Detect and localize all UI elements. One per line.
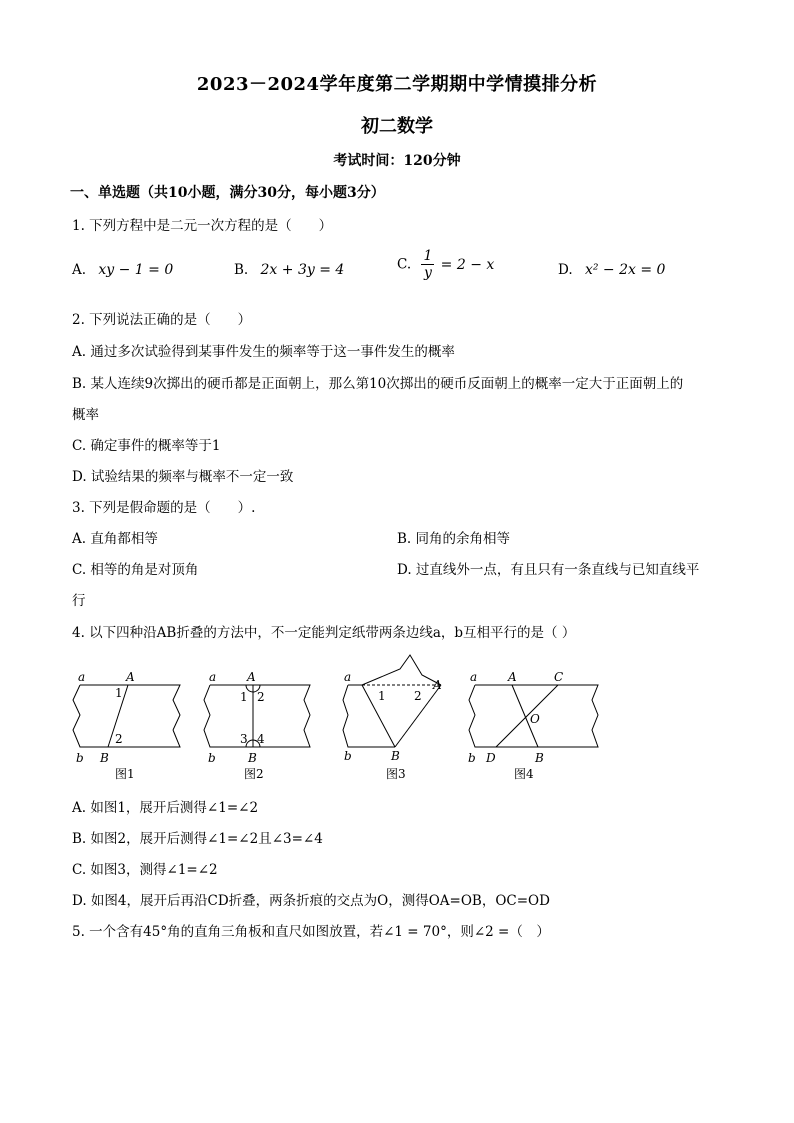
fig3-label-a: a — [344, 670, 352, 684]
q1-option-c — [397, 248, 494, 281]
q2-stem: 2. 下列说法正确的是（ ） — [72, 312, 252, 328]
q2-option-c: C. 确定事件的概率等于1 — [72, 438, 221, 454]
fig4-label-C: C — [554, 670, 564, 684]
q3-option-c: C. 相等的角是对顶角 — [72, 562, 199, 578]
fig3-label-A: A — [433, 678, 442, 692]
figure-3 — [343, 655, 441, 747]
q3-option-d-line2: 行 — [72, 593, 86, 609]
q4-option-b: B. 如图2，展开后测得∠1=∠2且∠3=∠4 — [72, 831, 323, 847]
fig3-angle-2: 2 — [414, 689, 422, 703]
fig4-label-a: a — [470, 670, 478, 684]
section-heading: 一、单选题（共10小题，满分30分，每小题3分） — [70, 185, 385, 201]
subject-title: 初二数学 — [361, 116, 433, 137]
q2-option-d: D. 试验结果的频率与概率不一定一致 — [72, 469, 294, 485]
exam-time: 考试时间：120分钟 — [333, 153, 461, 169]
fig1-angle-2: 2 — [115, 732, 123, 746]
q3-stem: 3. 下列是假命题的是（ ）. — [72, 500, 256, 516]
q4-figures — [60, 645, 620, 785]
q1-d-label: D. — [558, 262, 573, 278]
fig4-label-O: O — [530, 712, 540, 726]
q2-option-a: A. 通过多次试验得到某事件发生的频率等于这一事件发生的概率 — [72, 344, 455, 360]
q4-option-c: C. 如图3，测得∠1=∠2 — [72, 862, 218, 878]
fig2-angle-3: 3 — [240, 732, 248, 746]
fig4-label-A: A — [508, 670, 517, 684]
q1-c-numerator: 1 — [423, 248, 433, 264]
q5-stem: 5. 一个含有45°角的直角三角板和直尺如图放置，若∠1 = 70°，则∠2 =（ ） — [72, 924, 550, 940]
fig1-caption: 图1 — [115, 767, 135, 781]
fig2-angle-1: 1 — [240, 690, 248, 704]
q4-option-d: D. 如图4，展开后再沿CD折叠，两条折痕的交点为O，测得OA=OB，OC=OD — [72, 893, 550, 909]
q4-option-a: A. 如图1，展开后测得∠1=∠2 — [72, 800, 259, 816]
q3-option-b: B. 同角的余角相等 — [397, 531, 511, 547]
fig2-caption: 图2 — [244, 767, 264, 781]
q1-c-fraction — [421, 248, 434, 281]
q1-c-denominator: y — [423, 265, 432, 281]
q1-option-a — [72, 262, 173, 278]
q1-option-b — [234, 262, 344, 278]
fig2-label-a: a — [209, 670, 217, 684]
q1-b-expr: 2x + 3y = 4 — [260, 262, 345, 278]
q1-d-expr: x² − 2x = 0 — [584, 262, 666, 278]
fig2-label-B: B — [248, 751, 257, 765]
q3-option-d-line1: D. 过直线外一点，有且只有一条直线与已知直线平 — [397, 562, 700, 578]
document-title: 2023－2024学年度第二学期期中学情摸排分析 — [196, 74, 598, 95]
fig1-label-A: A — [126, 670, 135, 684]
q1-option-d — [558, 262, 665, 278]
fig4-label-b: b — [468, 751, 476, 765]
q1-c-label: C. — [397, 256, 412, 273]
fig4-label-D: D — [486, 751, 496, 765]
fig3-angle-1: 1 — [378, 689, 386, 703]
fig1-label-a: a — [78, 670, 86, 684]
fig2-angle-2: 2 — [257, 690, 265, 704]
q3-option-a: A. 直角都相等 — [72, 531, 158, 547]
fig3-label-b: b — [344, 749, 352, 763]
figure-1 — [73, 685, 180, 747]
fig2-label-A: A — [247, 670, 256, 684]
q1-a-label: A. — [72, 262, 87, 278]
fig3-caption: 图3 — [386, 767, 406, 781]
fig2-angle-4: 4 — [257, 732, 265, 746]
fig4-label-B: B — [535, 751, 544, 765]
fig2-label-b: b — [208, 751, 216, 765]
q1-b-label: B. — [234, 262, 249, 278]
fig1-angle-1: 1 — [115, 686, 123, 700]
q2-option-b-line2: 概率 — [72, 407, 99, 423]
q1-a-expr: xy − 1 = 0 — [98, 262, 174, 278]
fig3-label-B: B — [391, 749, 400, 763]
fig4-caption: 图4 — [514, 767, 534, 781]
q1-c-rest: = 2 − x — [440, 256, 495, 273]
q1-stem: 1. 下列方程中是二元一次方程的是（ ） — [72, 218, 333, 234]
q2-option-b-line1: B. 某人连续9次掷出的硬币都是正面朝上，那么第10次掷出的硬币反面朝上的概率一定大于正面朝上的 — [72, 376, 684, 392]
fig1-label-b: b — [76, 751, 84, 765]
fig1-label-B: B — [100, 751, 109, 765]
q4-stem: 4. 以下四种沿AB折叠的方法中，不一定能判定纸带两条边线a，b互相平行的是（ ） — [72, 625, 576, 641]
